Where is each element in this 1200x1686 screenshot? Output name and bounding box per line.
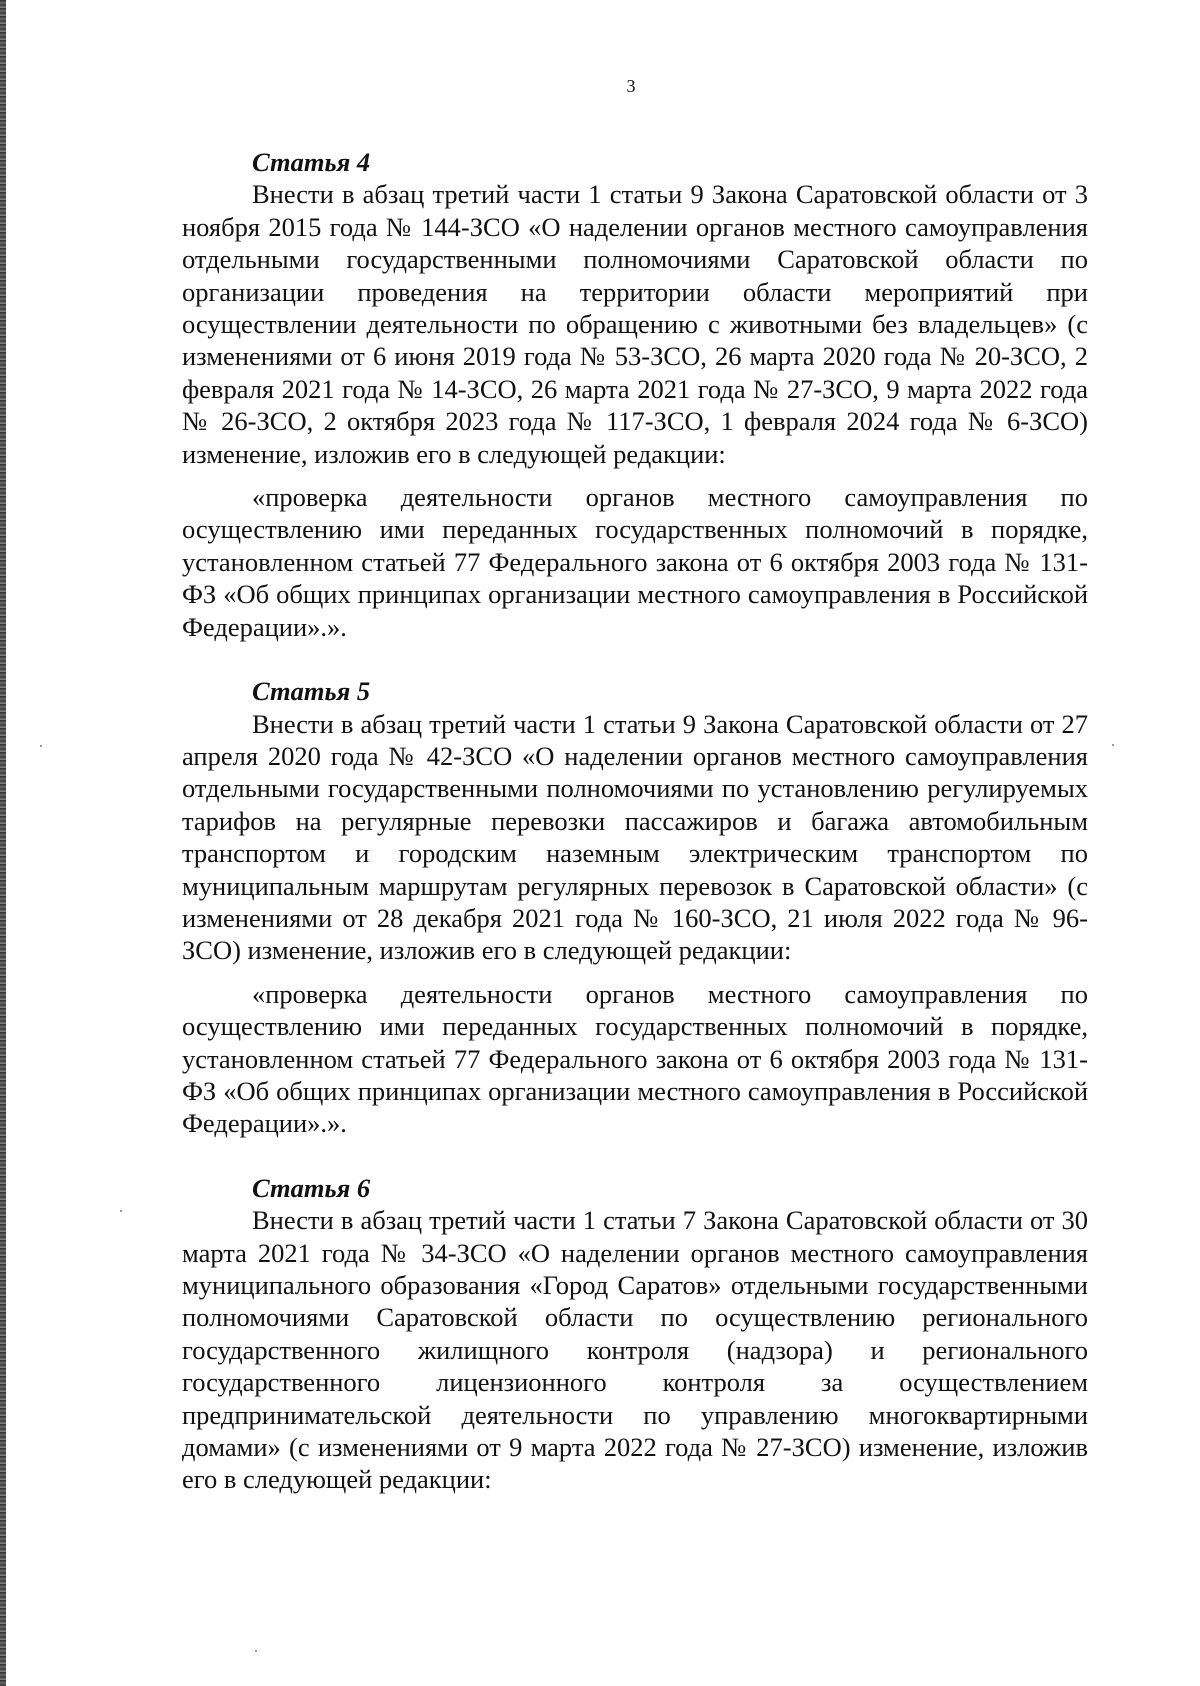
article-quote: «проверка деятельности органов местного самоуправления по осуществлению ими переданных государственных полномочий в порядке, установленном статьей 77 Федерального закона от 6 октября 2003 года № 131-ФЗ «Об общих принципах организации местного самоуправления в Российской Федерации».». (182, 482, 1088, 642)
article-quote: «проверка деятельности органов местного самоуправления по осуществлению ими переданных государственных полномочий в порядке, установленном статьей 77 Федерального закона от 6 октября 2003 года № 131-ФЗ «Об общих принципах организации местного самоуправления в Российской Федерации».». (182, 978, 1088, 1139)
scan-edge (0, 0, 6, 1686)
article-paragraph: Внести в абзац третий части 1 статьи 9 Закона Саратовской области от 3 ноября 2015 года № 144-ЗСО «О наделении органов местного самоуправления отдельными государственными полномочиями Саратовской области по организации проведения на территории области мероприятий при осуществлении деятельности по обращению с животными без владельцев» (с изменениями от 6 июня 2019 года № 53-ЗСО, 26 марта 2020 года № 20-ЗСО, 2 февраля 2021 года № 14-ЗСО, 26 марта 2021 года № 27-ЗСО, 9 марта 2022 года № 26-ЗСО, 2 октября 2023 года № 117-ЗСО, 1 февраля 2024 года № 6-ЗСО) изменение, изложив его в следующей редакции: (182, 179, 1088, 469)
document-body (182, 146, 1088, 1528)
article-paragraph: Внести в абзац третий части 1 статьи 9 Закона Саратовской области от 27 апреля 2020 года № 42-ЗСО «О наделении органов местного самоуправления отдельными государственными полномочиями по установлению регулируемых тарифов на регулярные перевозки пассажиров и багажа автомобильным транспортом и городским наземным электрическим транспортом по муниципальным маршрутам регулярных перевозок в Саратовской области» (с изменениями от 28 декабря 2021 года № 160-ЗСО, 21 июля 2022 года № 96-ЗСО) изменение, изложив его в следующей редакции: (182, 708, 1088, 966)
article-4 (182, 146, 1088, 643)
scan-speck (1112, 744, 1114, 746)
article-heading: Статья 4 (252, 147, 371, 177)
article-paragraph: Внести в абзац третий части 1 статьи 7 Закона Саратовской области от 30 марта 2021 года № 34-ЗСО «О наделении органов местного самоуправления муниципального образования «Город Саратов» отдельными государственными полномочиями Саратовской области по осуществлению регионального государственного жилищного контроля (надзора) и регионального государственного лицензионного контроля за осуществлением предпринимательской деятельности по управлению многоквартирными домами» (с изменениями от 9 марта 2022 года № 27-ЗСО) изменение, изложив его в следующей редакции: (182, 1205, 1088, 1495)
scan-speck (120, 1210, 122, 1212)
page-number: 3 (626, 76, 636, 96)
article-5 (182, 675, 1088, 1140)
article-heading: Статья 5 (252, 676, 371, 707)
scan-speck (255, 1650, 257, 1652)
article-6 (182, 1172, 1088, 1496)
article-heading: Статья 6 (252, 1172, 371, 1203)
scan-speck (40, 745, 42, 747)
